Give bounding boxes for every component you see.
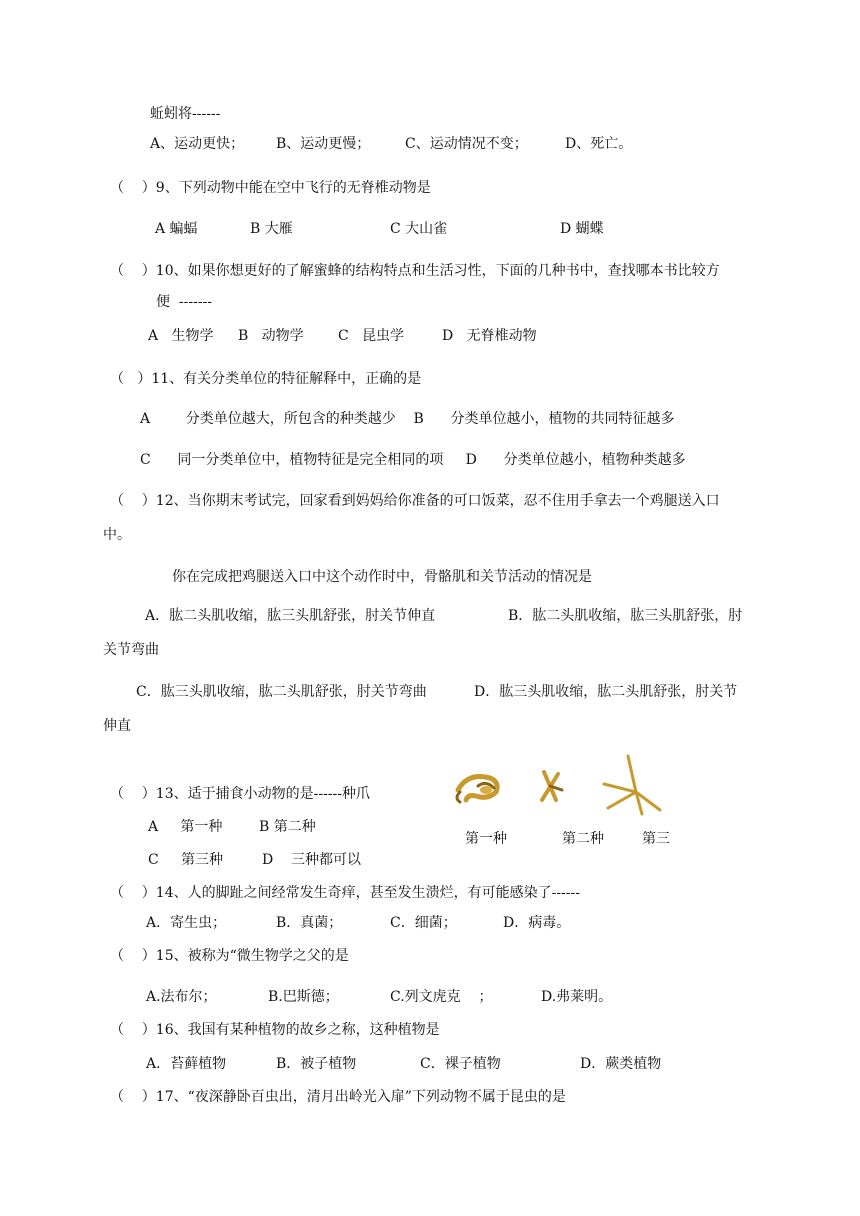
- q12-stem: （ ）12、当你期末考试完，回家看到妈妈给你准备的可口饭菜，忍不住用手拿去一个鸡腿送入口: [110, 493, 720, 509]
- q16-option-c: C．裸子植物: [420, 1056, 501, 1072]
- q9-option-b: B 大雁: [250, 221, 293, 237]
- q15-option-d: D.弗莱明。: [541, 989, 613, 1005]
- q13-option-d: D 三种都可以: [262, 852, 362, 868]
- q13-option-a: A 第一种: [148, 819, 223, 835]
- q14-option-b: B．真菌；: [276, 915, 343, 931]
- q10-stem-continued: 便 -------: [156, 294, 213, 310]
- q13-stem: （ ）13、适于捕食小动物的是------种爪: [110, 786, 370, 802]
- q14-stem: （ ）14、人的脚趾之间经常发生奇痒，甚至发生溃烂，有可能感染了------: [110, 885, 580, 901]
- q15-option-a: A.法布尔；: [146, 989, 217, 1005]
- q11-options-line-2: C 同一分类单位中，植物特征是完全相同的项 D 分类单位越小，植物种类越多: [140, 452, 686, 468]
- caption-third: 第三: [642, 831, 670, 847]
- claw-figure: [438, 750, 678, 820]
- q10-option-c: C 昆虫学: [338, 328, 405, 344]
- q10-option-a: A 生物学: [148, 328, 214, 344]
- q12-option-b-continued: 关节弯曲: [103, 642, 159, 658]
- q12-option-a: A．肱二头肌收缩，肱三头肌舒张，肘关节伸直: [145, 608, 436, 624]
- q14-option-c: C．细菌；: [390, 915, 457, 931]
- q15-option-b: B.巴斯德；: [268, 989, 339, 1005]
- q13-option-c: C 第三种: [148, 852, 223, 868]
- q12-stem-continued: 中。: [103, 527, 131, 543]
- q8-tail: 蚯蚓将------: [150, 106, 221, 122]
- q9-option-d: D 蝴蝶: [560, 221, 604, 237]
- q11-stem: （ ）11、有关分类单位的特征解释中，正确的是: [110, 371, 422, 387]
- q15-option-c: C.列文虎克 ；: [390, 989, 493, 1005]
- q8-option-c: C、运动情况不变；: [405, 136, 528, 152]
- q14-option-a: A．寄生虫；: [146, 915, 227, 931]
- q10-option-b: B 动物学: [238, 328, 304, 344]
- q8-option-a: A、运动更快；: [150, 136, 245, 152]
- q10-stem: （ ）10、如果你想更好的了解蜜蜂的结构特点和生活习性，下面的几种书中，查找哪本书比较方: [110, 263, 720, 279]
- third-claw-icon: [604, 756, 660, 814]
- q8-option-b: B、运动更慢；: [276, 136, 371, 152]
- q11-options-line-1: A 分类单位越大，所包含的种类越少 B 分类单位越小，植物的共同特征越多: [140, 411, 675, 427]
- q12-option-c: C．肱三头肌收缩，肱二头肌舒张，肘关节弯曲: [136, 684, 427, 700]
- claw-illustration: [438, 750, 678, 820]
- q16-stem: （ ）16、我国有某种植物的故乡之称，这种植物是: [110, 1022, 440, 1038]
- second-claw-icon: [542, 772, 562, 800]
- q9-option-c: C 大山雀: [390, 221, 448, 237]
- caption-second: 第二种: [562, 831, 604, 847]
- q16-option-a: A．苔藓植物: [146, 1056, 227, 1072]
- q12-subquestion: 你在完成把鸡腿送入口中这个动作时中，骨骼肌和关节活动的情况是: [172, 569, 592, 585]
- q16-option-d: D．蕨类植物: [580, 1056, 662, 1072]
- q13-option-b: B 第二种: [259, 819, 316, 835]
- q9-stem: （ ）9、下列动物中能在空中飞行的无脊椎动物是: [110, 180, 431, 196]
- q12-option-d-continued: 伸直: [103, 718, 131, 734]
- q17-stem: （ ）17、“夜深静卧百虫出，清月出岭光入扉”下列动物不属于昆虫的是: [110, 1089, 566, 1105]
- q12-option-d: D．肱三头肌收缩，肱二头肌舒张，肘关节: [474, 684, 738, 700]
- q12-option-b: B．肱二头肌收缩，肱三头肌舒张，肘: [508, 608, 743, 624]
- first-claw-icon: [457, 777, 497, 803]
- q9-option-a: A 蝙蝠: [155, 221, 198, 237]
- caption-first: 第一种: [465, 831, 507, 847]
- q16-option-b: B．被子植物: [276, 1056, 357, 1072]
- q10-option-d: D 无脊椎动物: [442, 328, 537, 344]
- q14-option-d: D．病毒。: [503, 915, 571, 931]
- q15-stem: （ ）15、被称为“微生物学之父的是: [110, 948, 349, 964]
- q8-option-d: D、死亡。: [565, 136, 633, 152]
